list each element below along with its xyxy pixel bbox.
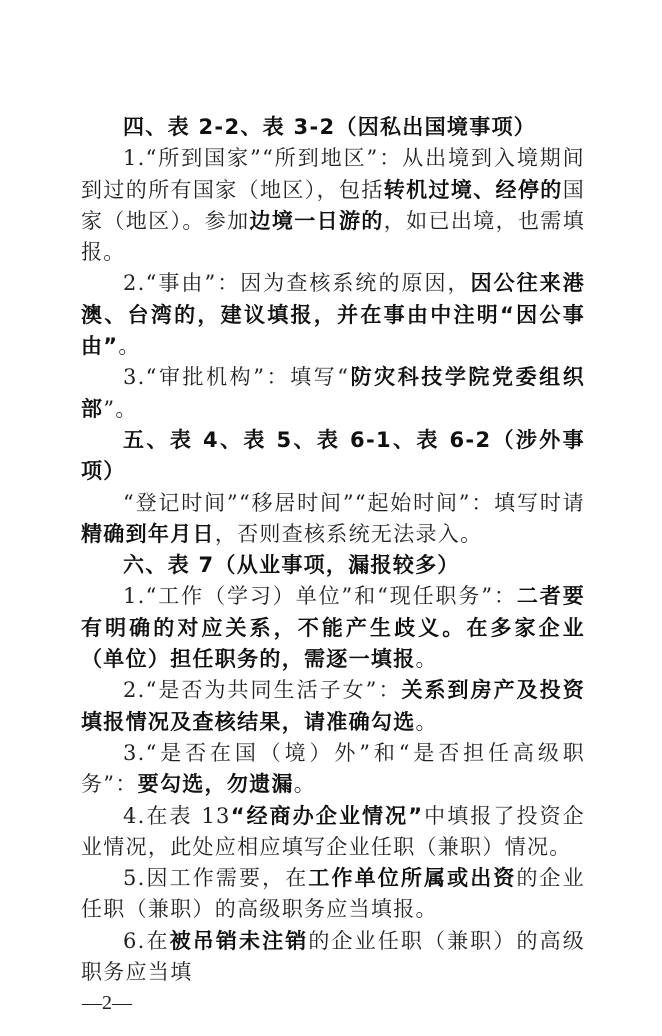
paragraph [81, 926, 585, 989]
bold-text: 精确到年月日 [81, 521, 215, 546]
text: 2.“事由”：因为查核系统的原因， [123, 271, 471, 296]
text: ，如已出境，也需填报。 [81, 208, 585, 265]
paragraph [81, 863, 585, 926]
text: 的企业任职（兼职）的高级职务应当填 [81, 928, 585, 985]
paragraph [81, 362, 585, 425]
bold-text: 因公往来港澳、台湾的，建议填报，并在事由中注明“因公事由” [81, 271, 586, 359]
text: 3.“审批机构”：填写“ [123, 365, 350, 390]
text: 2.“是否为共同生活子女”： [123, 678, 402, 703]
text: ”。 [103, 396, 138, 421]
text: 中填报了投资企业情况，此处应相应填写企业任职（兼职）情况。 [81, 803, 585, 859]
section-heading [81, 550, 585, 581]
bold-text: 五、表 4、表 5、表 6-1、表 6-2（涉外事项） [81, 427, 585, 484]
text: “登记时间”“移居时间”“起始时间”：填写时请 [123, 490, 585, 515]
bold-text: 四、表 2-2、表 3-2（因私出国境事项） [123, 115, 537, 139]
bold-text: 防灾科技学院党委组织部 [81, 365, 586, 421]
paragraph [81, 675, 585, 738]
text: 国家（地区）。参加 [81, 177, 585, 233]
text: 5.因工作需要，在 [123, 866, 309, 891]
bold-text: 被吊销未注销 [169, 928, 309, 953]
text: 6.在 [123, 928, 170, 953]
text: 。 [415, 709, 438, 734]
bold-text: 要勾选，勿遗漏 [137, 772, 294, 797]
section-heading [81, 425, 585, 488]
page-number: —2— [82, 992, 132, 1015]
bold-text: 关系到房产及投资填报情况及查核结果，请准确勾选 [81, 678, 585, 734]
bold-text: 工作单位所属或出资 [308, 866, 517, 891]
bold-text: “经商办企业情况” [230, 803, 424, 828]
text: 1.“工作（学习）单位”和“现任职务”： [123, 584, 517, 609]
bold-text: 转机过境、经停的 [383, 177, 563, 202]
text: 4.在表 13 [123, 803, 231, 828]
text: ，否则查核系统无法录入。 [214, 521, 483, 546]
paragraph [81, 801, 585, 864]
text: 3.“是否在国（境）外”和“是否担任高级职务”： [81, 740, 585, 797]
paragraph [81, 581, 585, 675]
bold-text: 边境一日游的 [249, 208, 384, 233]
paragraph [81, 268, 585, 362]
section-heading [81, 112, 585, 143]
text: 的企业任职（兼职）的高级职务应当填报。 [81, 866, 585, 922]
paragraph [81, 738, 585, 801]
text: 。 [118, 334, 141, 359]
text: 。 [293, 772, 317, 797]
text: 。 [415, 647, 438, 672]
text: 1.“所到国家”“所到地区”：从出境到入境期间到过的所有国家（地区），包括 [81, 146, 585, 202]
bold-text: 六、表 7（从业事项，漏报较多） [123, 553, 460, 578]
paragraph [81, 488, 585, 551]
paragraph [81, 143, 585, 268]
bold-text: 二者要有明确的对应关系，不能产生歧义。在多家企业（单位）担任职务的，需逐一填报 [81, 584, 586, 672]
